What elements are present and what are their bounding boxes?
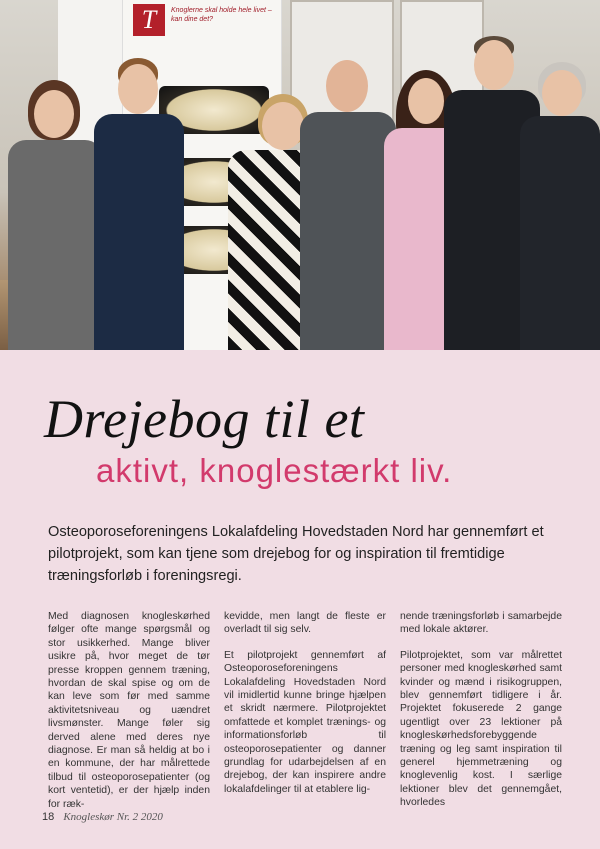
banner-logo: T [133, 4, 165, 36]
text-column-3 [400, 610, 562, 822]
person [94, 58, 184, 350]
magazine-issue: Knogleskør Nr. 2 2020 [63, 811, 163, 823]
article-title-line1: Drejebog til et [44, 389, 365, 449]
article-title-line2: aktivt, knoglestærkt liv. [96, 452, 453, 489]
text-column-1 [48, 610, 210, 823]
paragraph: Med diagnosen knogleskørhed følger ofte mange spørgsmål og stor usikkerhed. Mange bliver usikre på, hvor meget de tør presse kroppen gennem træning, hvordan de skal spise og om de kan leve som før med samme aktivitetsniveau og uændret livsmønster. Mange føler sig derved alene med deres nye diagnose. Er man så heldig at bo i en kommune, der har målrettede tilbud til osteoporosepatienter (og kort ventetid), er der hjælp inden for ræk- [48, 611, 210, 810]
person [300, 60, 396, 350]
article-lead: Osteoporoseforeningens Lokalafdeling Hovedstaden Nord har gennemført et pilotprojekt, som kan tjene som drejebog for og inspiration til fremtidige træningsforløb i foreningsregi. [48, 524, 544, 584]
person [8, 80, 103, 350]
person [520, 62, 600, 350]
page-footer [42, 811, 163, 823]
paragraph: kevidde, men langt de fleste er overladt til sig selv. [224, 611, 386, 636]
paragraph: Pilotprojektet, som var målrettet personer med knogleskørhed samt kvinder og mænd i risikogruppen, blev gennemført tidligere i år. Projektet fokuserede 2 gange ugentligt over 23 lektioner på knogleskørhedsforebyggende træning og leg samt inspiration til generel hjemmetræning og knoglevenlig kost. I særlige lektioner blev det gennemgået, hvorledes [400, 649, 562, 809]
banner-header: Knoglerne skal holde hele livet – kan dine det? [171, 7, 272, 23]
paragraph: nende træningsforløb i samarbejde med lokale aktører. [400, 611, 562, 636]
group-photo [0, 0, 600, 350]
paragraph: Et pilotprojekt gennemført af Osteoporoseforeningens Lokalafdeling Hovedstaden Nord vil imidlertid kunne bringe hjælpen et skridt nærmere. Pilotprojektet omfattede et komplet trænings- og informationsforløb til osteoporosepatienter og danner grundlag for udarbejdelsen af en drejebog, der kan inspirere andre lokalafdelinger til at etablere lig- [224, 649, 386, 795]
page-number: 18 [42, 811, 55, 823]
text-column-2 [224, 610, 386, 808]
